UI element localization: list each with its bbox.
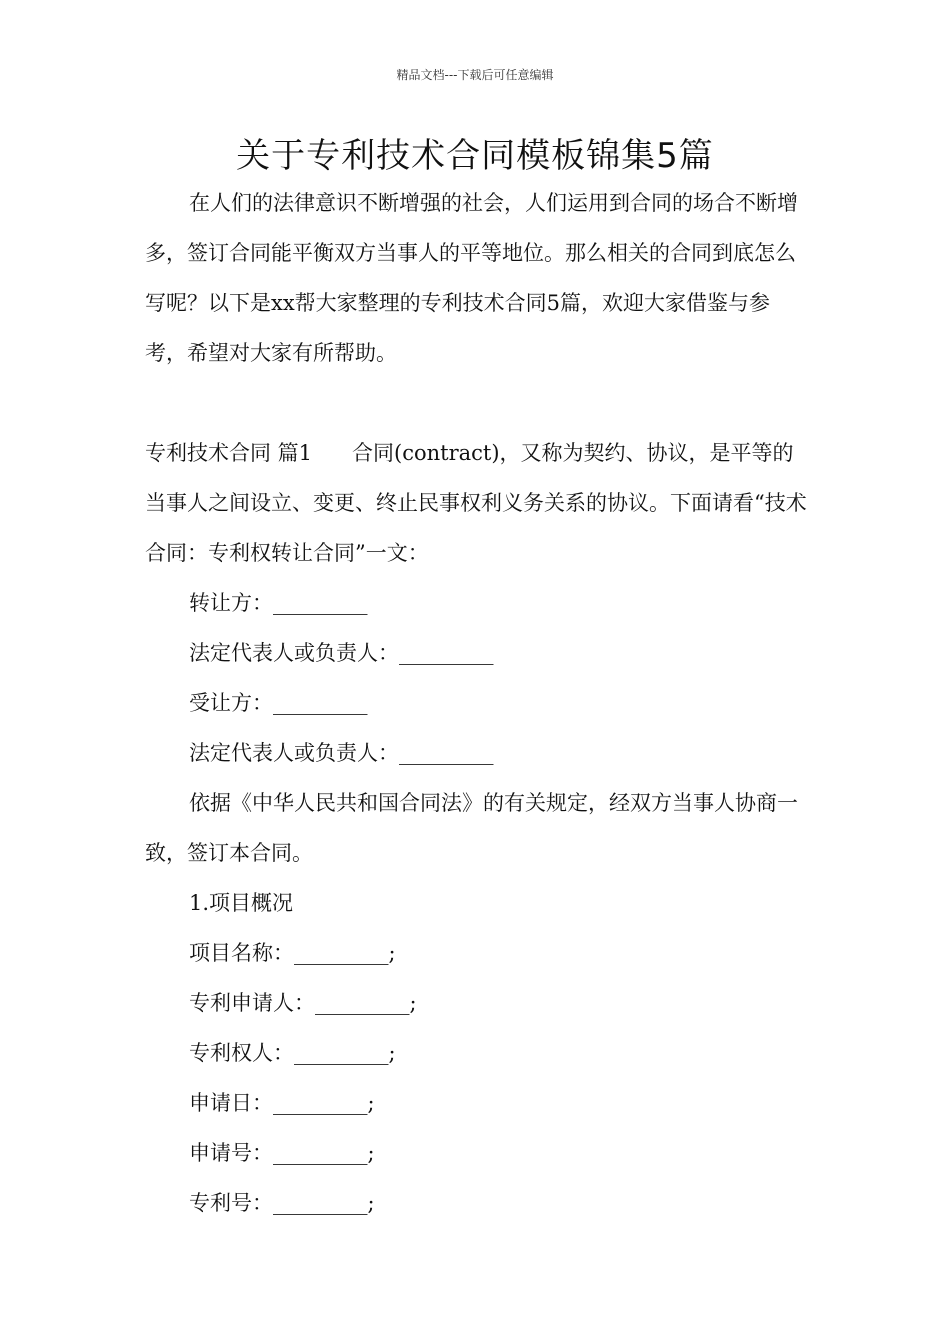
transferor-rep-field: 法定代表人或负责人：_________ (189, 641, 494, 665)
section-1-paragraph (145, 428, 807, 578)
transferor-field: 转让方：_________ (189, 591, 368, 615)
intro-paragraph: 在人们的法律意识不断增强的社会，人们运用到合同的场合不断增多，签订合同能平衡双方当事人的平等地位。那么相关的合同到底怎么写呢？以下是xx帮大家整理的专利技术合同5篇，欢迎大家借鉴与参考，希望对大家有所帮助。 (145, 191, 798, 365)
transferee-rep-field: 法定代表人或负责人：_________ (189, 741, 494, 765)
document-title: 关于专利技术合同模板锦集5篇 (236, 136, 714, 176)
section-1-lead: 合同(contract)，又称为契约、协议，是平等的当事人之间设立、变更、终止民事权利义务关系的协议。下面请看“技术合同：专利权转让合同”一文： (145, 441, 807, 565)
applicant-field: 专利申请人：_________; (189, 991, 417, 1015)
project-heading: 1.项目概况 (189, 891, 294, 915)
page-header: 精品文档---下载后可任意编辑 (396, 68, 554, 82)
paragraph-spacer (145, 378, 807, 428)
application-no-field: 申请号：_________; (189, 1141, 375, 1165)
patent-no-field: 专利号：_________; (189, 1191, 375, 1215)
filing-date-field: 申请日：_________; (189, 1091, 375, 1115)
section-1-heading: 专利技术合同 篇1 (145, 441, 313, 465)
project-name-field: 项目名称：_________; (189, 941, 396, 965)
transferee-field: 受让方：_________ (189, 691, 368, 715)
patentee-field: 专利权人：_________; (189, 1041, 396, 1065)
basis-paragraph: 依据《中华人民共和国合同法》的有关规定，经双方当事人协商一致，签订本合同。 (145, 791, 798, 865)
document-body (145, 178, 807, 1228)
